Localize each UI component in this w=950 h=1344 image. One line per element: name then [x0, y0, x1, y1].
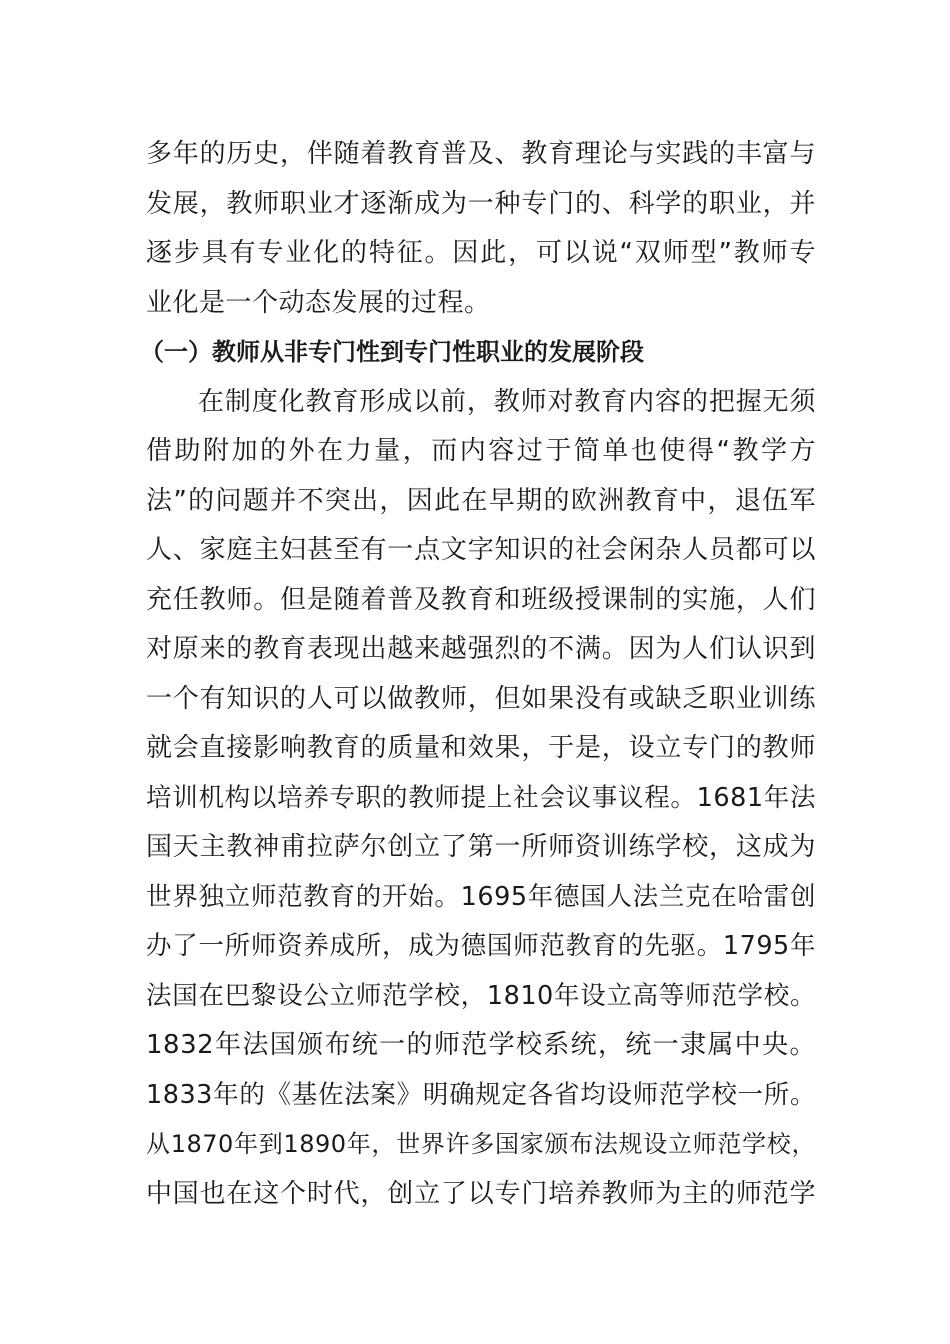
section-heading: （一）教师从非专门性到专门性职业的发展阶段	[140, 338, 644, 366]
paragraph-line: 对原来的教育表现出越来越强烈的不满。因为人们认识到	[146, 634, 816, 664]
paragraph-line: 人、家庭主妇甚至有一点文字知识的社会闲杂人员都可以	[146, 535, 816, 565]
paragraph-line: 从1870年到1890年，世界许多国家颁布法规设立师范学校，	[146, 1130, 816, 1158]
paragraph-line: 法国在巴黎设公立师范学校，1810年设立高等师范学校。	[146, 980, 816, 1011]
paragraph-line: 世界独立师范教育的开始。1695年德国人法兰克在哈雷创	[146, 881, 816, 912]
paragraph-line: 多年的历史，伴随着教育普及、教育理论与实践的丰富与	[146, 139, 816, 169]
paragraph-line: 1833年的《基佐法案》明确规定各省均设师范学校一所。	[146, 1079, 816, 1110]
paragraph-line: 发展，教师职业才逐渐成为一种专门的、科学的职业，并	[146, 188, 816, 219]
paragraph-line: 中国也在这个时代，创立了以专门培养教师为主的师范学	[146, 1178, 816, 1209]
paragraph-line: 办了一所师资养成所，成为德国师范教育的先驱。1795年	[146, 931, 816, 961]
paragraph-line: 就会直接影响教育的质量和效果，于是，设立专门的教师	[146, 733, 816, 763]
paragraph-line: 国天主教神甫拉萨尔创立了第一所师资训练学校，这成为	[146, 832, 816, 862]
paragraph-line: 一个有知识的人可以做教师，但如果没有或缺乏职业训练	[146, 683, 816, 714]
paragraph-line: 业化是一个动态发展的过程。	[146, 287, 491, 318]
document-body	[140, 130, 816, 1219]
paragraph-line: 在制度化教育形成以前，教师对教育内容的把握无须	[198, 386, 816, 417]
paragraph-line: 1832年法国颁布统一的师范学校系统，统一隶属中央。	[146, 1030, 816, 1060]
paragraph-line: 充任教师。但是随着普及教育和班级授课制的实施，人们	[146, 584, 816, 615]
paragraph-line: 法”的问题并不突出，因此在早期的欧洲教育中，退伍军	[146, 485, 816, 516]
paragraph-line: 逐步具有专业化的特征。因此，可以说“双师型”教师专	[146, 238, 816, 268]
paragraph-line: 借助附加的外在力量，而内容过于简单也使得“教学方	[146, 436, 816, 466]
paragraph-line: 培训机构以培养专职的教师提上社会议事议程。1681年法	[146, 782, 816, 813]
